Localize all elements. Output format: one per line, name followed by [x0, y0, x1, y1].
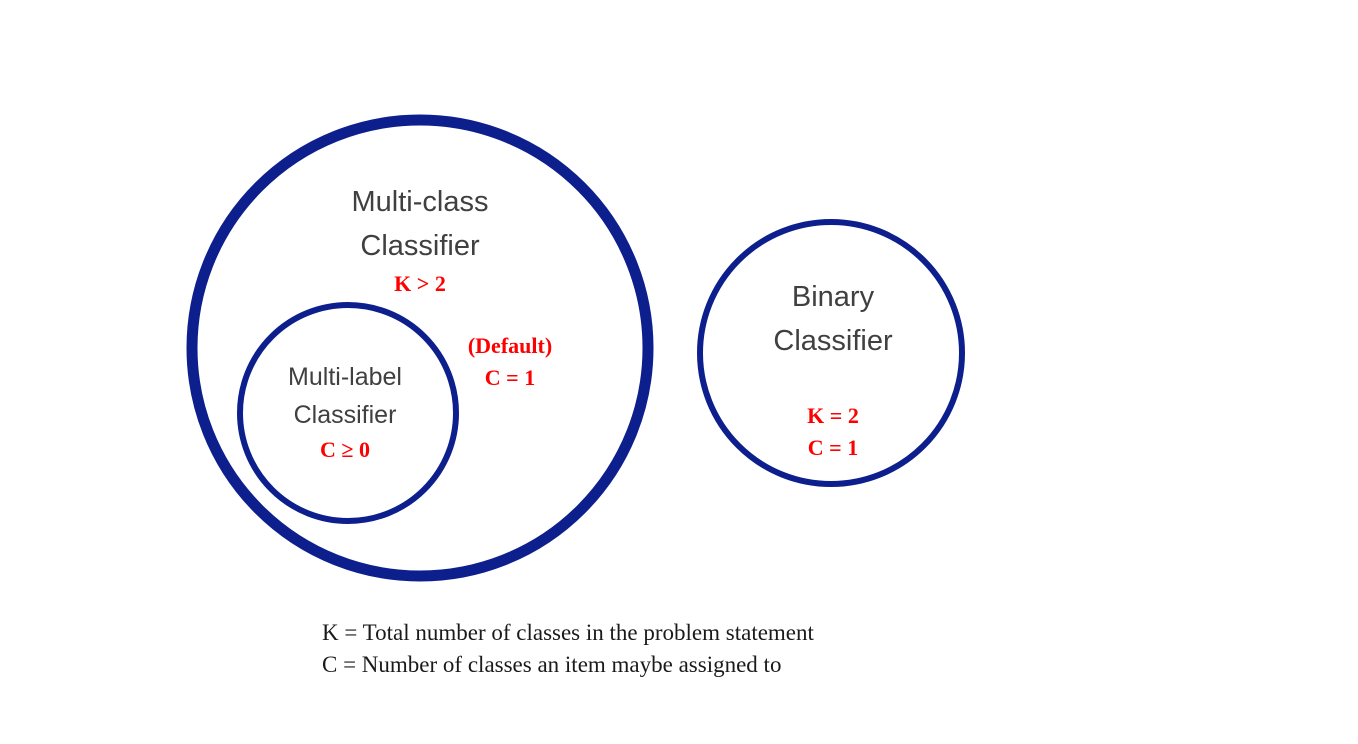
legend-line-k: K = Total number of classes in the problem statement: [322, 620, 814, 645]
legend-line-c: C = Number of classes an item maybe assigned to: [322, 652, 782, 677]
multilabel-title-line1: Multi-label: [288, 363, 402, 391]
binary-title-line2: Classifier: [773, 325, 893, 357]
multiclass-title-line2: Classifier: [360, 230, 480, 262]
legend: [322, 617, 1022, 681]
binary-condition-k: K = 2: [807, 403, 859, 428]
default-note-condition: C = 1: [484, 365, 536, 390]
multilabel-condition: C ≥ 0: [320, 437, 370, 462]
binary-title-line1: Binary: [791, 281, 875, 313]
binary-condition-c: C = 1: [807, 435, 859, 460]
multilabel-label-group: [240, 358, 450, 466]
binary-condition-group: [718, 400, 948, 464]
multiclass-label-group: [280, 180, 560, 300]
multiclass-title-line1: Multi-class: [351, 186, 489, 218]
multiclass-condition: K > 2: [394, 271, 446, 296]
default-note-label: (Default): [467, 333, 553, 358]
binary-label-group: [718, 275, 948, 363]
multilabel-title-line2: Classifier: [293, 401, 397, 429]
